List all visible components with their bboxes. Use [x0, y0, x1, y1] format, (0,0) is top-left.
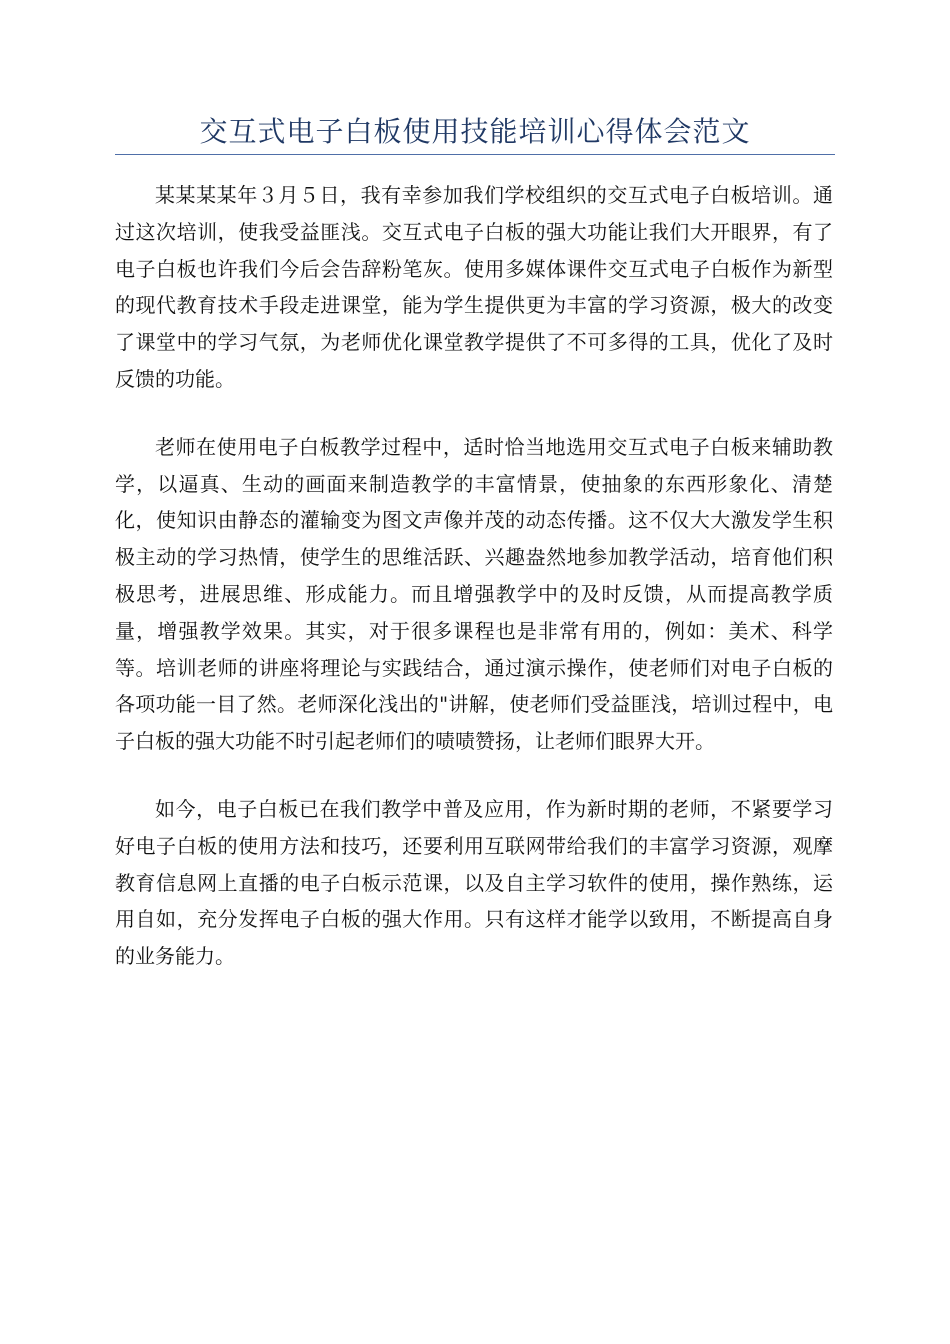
title-underline: [115, 154, 835, 155]
paragraph-2: 老师在使用电子白板教学过程中，适时恰当地选用交互式电子白板来辅助教学，以逼真、生动的画面来制造教学的丰富情景，使抽象的东西形象化、清楚化，使知识由静态的灌输变为图文声像并茂的动态传播。这不仅大大激发学生积极主动的学习热情，使学生的思维活跃、兴趣盎然地参加教学活动，培育他们积极思考，进展思维、形成能力。而且增强教学中的及时反馈，从而提高教学质量，增强教学效果。其实，对于很多课程也是非常有用的，例如：美术、科学等。培训老师的讲座将理论与实践结合，通过演示操作，使老师们对电子白板的各项功能一目了然。老师深化浅出的"讲解，使老师们受益匪浅，培训过程中，电子白板的强大功能不时引起老师们的啧啧赞扬，让老师们眼界大开。: [115, 434, 833, 754]
document-title: 交互式电子白板使用技能培训心得体会范文: [199, 115, 751, 148]
paragraph-3: 如今，电子白板已在我们教学中普及应用，作为新时期的老师，不紧要学习好电子白板的使用方法和技巧，还要利用互联网带给我们的丰富学习资源，观摩教育信息网上直播的电子白板示范课，以及自主学习软件的使用，操作熟练，运用自如，充分发挥电子白板的强大作用。只有这样才能学以致用，不断提高自身的业务能力。: [115, 796, 833, 969]
paragraph-1: 某某某某年３月５日，我有幸参加我们学校组织的交互式电子白板培训。通过这次培训，使我受益匪浅。交互式电子白板的强大功能让我们大开眼界，有了电子白板也许我们今后会告辞粉笔灰。使用多媒体课件交互式电子白板作为新型的现代教育技术手段走进课堂，能为学生提供更为丰富的学习资源，极大的改变了课堂中的学习气氛，为老师优化课堂教学提供了不可多得的工具，优化了及时反馈的功能。: [115, 183, 833, 391]
document-body: [115, 177, 833, 1006]
